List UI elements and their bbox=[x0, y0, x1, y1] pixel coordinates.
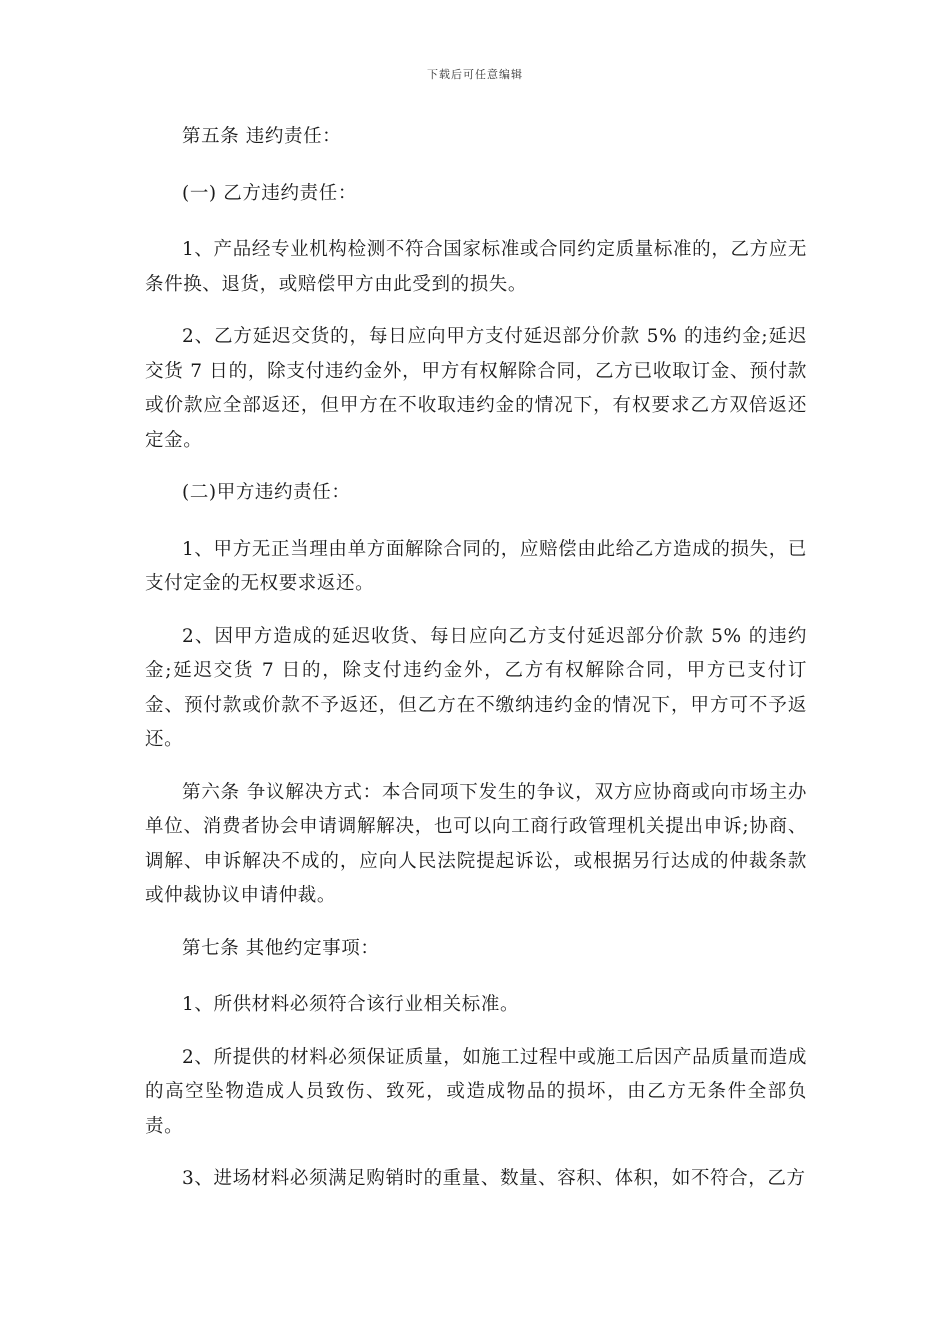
document-body bbox=[145, 120, 807, 1215]
paragraph: 2、所提供的材料必须保证质量，如施工过程中或施工后因产品质量而造成的高空坠物造成人员致伤、致死，或造成物品的损坏，由乙方无条件全部负责。 bbox=[145, 1046, 807, 1137]
paragraph: 1、产品经专业机构检测不符合国家标准或合同约定质量标准的，乙方应无条件换、退货，或赔偿甲方由此受到的损失。 bbox=[145, 239, 807, 295]
paragraph: 2、乙方延迟交货的，每日应向甲方支付延迟部分价款 5% 的违约金;延迟交货 7 日的，除支付违约金外，甲方有权解除合同，乙方已收取订金、预付款或价款应全部返还，但甲方在不收取违约金的情况下，有权要求乙方双倍返还定金。 bbox=[145, 326, 807, 451]
section-party-a-liability: (二)甲方违约责任： bbox=[182, 482, 351, 503]
paragraph: 1、甲方无正当理由单方面解除合同的，应赔偿由此给乙方造成的损失，已支付定金的无权要求返还。 bbox=[145, 538, 807, 594]
paragraph: 3、进场材料必须满足购销时的重量、数量、容积、体积，如不符合，乙方 bbox=[182, 1168, 806, 1189]
paragraph: 1、所供材料必须符合该行业相关标准。 bbox=[182, 994, 520, 1015]
article-7-title: 第七条 其他约定事项： bbox=[182, 937, 380, 959]
article-6-paragraph: 第六条 争议解决方式：本合同项下发生的争议，双方应协商或向市场主办单位、消费者协会申请调解解决，也可以向工商行政管理机关提出申诉;协商、调解、申诉解决不成的，应向人民法院提起诉讼，或根据另行达成的仲裁条款或仲裁协议申请仲裁。 bbox=[145, 781, 807, 906]
section-party-b-liability: (一) 乙方违约责任： bbox=[182, 182, 357, 204]
page-header: 下载后可任意编辑 bbox=[427, 68, 523, 81]
article-5-title: 第五条 违约责任： bbox=[182, 126, 342, 147]
paragraph: 2、因甲方造成的延迟收货、每日应向乙方支付延迟部分价款 5% 的违约金;延迟交货 7 日的，除支付违约金外，乙方有权解除合同，甲方已支付订金、预付款或价款不予返还，但乙方在不缴纳违约金的情况下，甲方可不予返还。 bbox=[145, 625, 807, 750]
